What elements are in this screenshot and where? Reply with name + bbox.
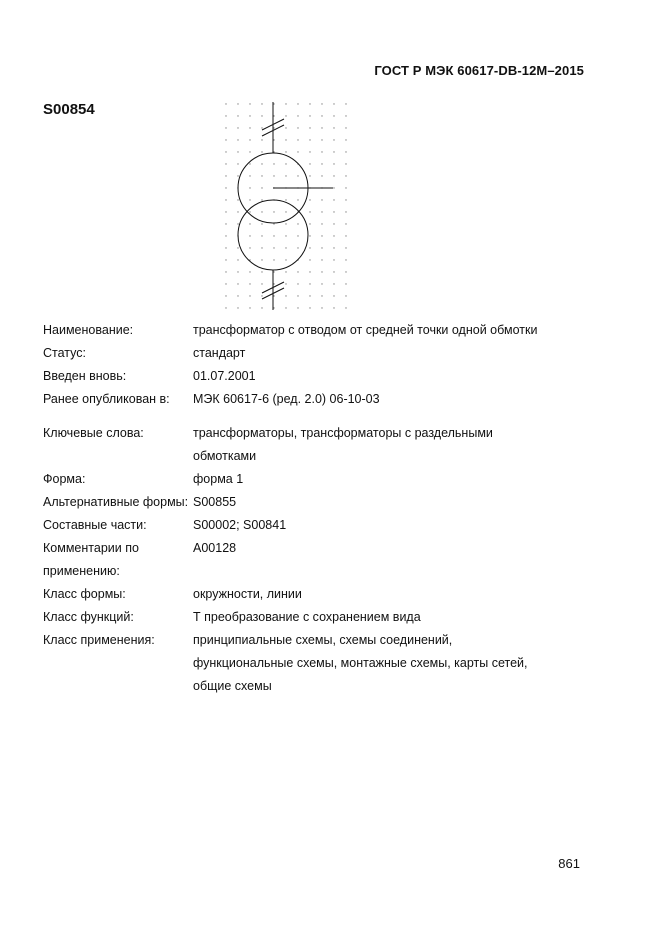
property-value: форма 1	[193, 472, 244, 486]
grid-dot	[297, 175, 298, 176]
grid-dot	[297, 151, 298, 152]
grid-dot	[249, 247, 250, 248]
grid-dot	[261, 211, 262, 212]
property-value: Т преобразование с сохранением вида	[193, 610, 421, 624]
grid-dot	[249, 175, 250, 176]
grid-dot	[345, 211, 346, 212]
grid-dot	[237, 307, 238, 308]
property-label: Класс формы:	[43, 587, 126, 601]
grid-dot	[273, 307, 274, 308]
grid-dot	[345, 139, 346, 140]
property-label: Введен вновь:	[43, 369, 127, 383]
grid-dot	[309, 103, 310, 104]
grid-dot	[249, 295, 250, 296]
grid-dot	[261, 271, 262, 272]
property-label: Составные части:	[43, 518, 147, 532]
grid-dot	[249, 139, 250, 140]
grid-dot	[237, 127, 238, 128]
grid-dot	[273, 259, 274, 260]
grid-dot	[345, 223, 346, 224]
grid-dot	[225, 139, 226, 140]
grid-dot	[297, 223, 298, 224]
grid-dot	[273, 211, 274, 212]
property-value: S00855	[193, 495, 237, 509]
property-value: 01.07.2001	[193, 369, 256, 383]
grid-dot	[345, 163, 346, 164]
grid-dot	[261, 115, 262, 116]
grid-dot	[249, 199, 250, 200]
grid-dot	[321, 115, 322, 116]
grid-dot	[321, 283, 322, 284]
grid-dot	[261, 295, 262, 296]
grid-dot	[225, 163, 226, 164]
grid-dot	[225, 223, 226, 224]
grid-dot	[273, 163, 274, 164]
grid-dot	[345, 235, 346, 236]
grid-dot	[309, 115, 310, 116]
grid-dot	[261, 151, 262, 152]
grid-dot	[273, 271, 274, 272]
grid-dot	[321, 247, 322, 248]
grid-dot	[261, 175, 262, 176]
grid-dot	[273, 151, 274, 152]
grid-dot	[261, 235, 262, 236]
grid-dot	[345, 151, 346, 152]
grid-dot	[249, 307, 250, 308]
grid-dot	[309, 235, 310, 236]
property-label: Ранее опубликован в:	[43, 392, 170, 406]
grid-dot	[261, 103, 262, 104]
properties-table	[43, 319, 543, 698]
grid-dot	[285, 271, 286, 272]
grid-dot	[297, 247, 298, 248]
grid-dot	[345, 199, 346, 200]
grid-dot	[321, 175, 322, 176]
property-label: Класс функций:	[43, 610, 134, 624]
grid-dot	[249, 283, 250, 284]
grid-dot	[297, 283, 298, 284]
grid-dot	[297, 307, 298, 308]
grid-dot	[261, 283, 262, 284]
grid-dot	[285, 127, 286, 128]
grid-dot	[273, 115, 274, 116]
property-label: Статус:	[43, 346, 86, 360]
property-row-shape-class	[43, 583, 543, 606]
grid-dot	[309, 307, 310, 308]
grid-dot	[273, 247, 274, 248]
grid-dot	[309, 283, 310, 284]
grid-dot	[237, 223, 238, 224]
grid-dot	[249, 103, 250, 104]
grid-dot	[321, 211, 322, 212]
grid-dot	[333, 211, 334, 212]
document-header: ГОСТ Р МЭК 60617-DB-12M–2015	[374, 63, 584, 78]
symbol-code: S00854	[43, 101, 95, 118]
grid-dot	[249, 235, 250, 236]
property-row-name	[43, 319, 543, 342]
grid-dot	[237, 151, 238, 152]
grid-dot	[333, 235, 334, 236]
grid-dot	[321, 223, 322, 224]
grid-dot	[285, 223, 286, 224]
grid-dot	[261, 199, 262, 200]
grid-dot	[249, 163, 250, 164]
grid-dot	[333, 223, 334, 224]
grid-dot	[297, 295, 298, 296]
grid-dot	[249, 187, 250, 188]
grid-dot	[225, 175, 226, 176]
property-value: A00128	[193, 541, 237, 555]
grid-dot	[345, 307, 346, 308]
property-row-alternative-forms	[43, 491, 543, 514]
grid-dot	[321, 127, 322, 128]
grid-dot	[309, 151, 310, 152]
grid-dot	[285, 283, 286, 284]
grid-dot	[261, 307, 262, 308]
grid-dot	[309, 247, 310, 248]
grid-dot	[345, 247, 346, 248]
property-label: Форма:	[43, 472, 86, 486]
grid-dot	[285, 307, 286, 308]
grid-dot	[273, 139, 274, 140]
grid-dot	[225, 127, 226, 128]
grid-dot	[333, 139, 334, 140]
grid-dot	[333, 163, 334, 164]
grid-dot	[297, 127, 298, 128]
grid-dot	[249, 115, 250, 116]
grid-dot	[261, 139, 262, 140]
grid-dot	[237, 271, 238, 272]
grid-dot	[285, 151, 286, 152]
grid-dot	[321, 235, 322, 236]
grid-dot	[225, 235, 226, 236]
grid-dot	[297, 271, 298, 272]
grid-dot	[345, 271, 346, 272]
grid-dot	[249, 223, 250, 224]
grid-dot	[237, 247, 238, 248]
grid-dot	[285, 247, 286, 248]
grid-dot	[273, 235, 274, 236]
property-row-status	[43, 342, 543, 365]
grid-dot	[237, 103, 238, 104]
grid-dot	[309, 127, 310, 128]
grid-dot	[261, 163, 262, 164]
lower-winding-circle	[238, 200, 308, 270]
grid-dot	[285, 103, 286, 104]
grid-dot	[309, 223, 310, 224]
grid-dot	[237, 175, 238, 176]
grid-dot	[273, 223, 274, 224]
grid-dot	[345, 127, 346, 128]
grid-dot	[261, 259, 262, 260]
grid-dot	[321, 103, 322, 104]
grid-dot	[321, 199, 322, 200]
grid-dot	[297, 115, 298, 116]
property-label: Ключевые слова:	[43, 426, 144, 440]
grid-dot	[333, 175, 334, 176]
grid-dot	[273, 127, 274, 128]
grid-dot	[249, 151, 250, 152]
grid-dot	[237, 199, 238, 200]
property-value: стандарт	[193, 346, 246, 360]
grid-dot	[273, 103, 274, 104]
grid-dot	[261, 127, 262, 128]
property-row-components	[43, 514, 543, 537]
grid-dot	[273, 295, 274, 296]
grid-dot	[321, 163, 322, 164]
grid-dot	[261, 223, 262, 224]
property-row-published	[43, 388, 543, 411]
grid-dot	[285, 139, 286, 140]
grid-dot	[249, 127, 250, 128]
grid-dot	[297, 139, 298, 140]
grid-dot	[285, 175, 286, 176]
grid-dot	[225, 247, 226, 248]
grid-dot	[333, 103, 334, 104]
grid-dot	[321, 295, 322, 296]
property-value: МЭК 60617-6 (ред. 2.0) 06-10-03	[193, 392, 380, 406]
grid-dot	[345, 283, 346, 284]
grid-dot	[237, 295, 238, 296]
grid-dot	[333, 307, 334, 308]
grid-dot	[321, 139, 322, 140]
property-value: окружности, линии	[193, 587, 302, 601]
grid-dot	[309, 295, 310, 296]
grid-dot	[249, 211, 250, 212]
grid-dot	[309, 211, 310, 212]
grid-dot	[309, 163, 310, 164]
grid-dot	[225, 151, 226, 152]
grid-dot	[225, 187, 226, 188]
grid-dot	[285, 235, 286, 236]
grid-dot	[237, 139, 238, 140]
grid-dot	[333, 199, 334, 200]
grid-dot	[225, 271, 226, 272]
grid-dot	[309, 139, 310, 140]
property-row-function-class	[43, 606, 543, 629]
grid-dot	[285, 199, 286, 200]
property-value: S00002; S00841	[193, 518, 287, 532]
grid-dot	[237, 115, 238, 116]
grid-dot	[333, 271, 334, 272]
grid-dot	[333, 295, 334, 296]
grid-dot	[345, 187, 346, 188]
grid-dot	[237, 259, 238, 260]
grid-dot	[345, 103, 346, 104]
grid-dot	[309, 175, 310, 176]
grid-dot	[333, 187, 334, 188]
grid-dot	[297, 199, 298, 200]
grid-dot	[225, 307, 226, 308]
property-value: трансформаторы, трансформаторы с раздельными обмотками	[193, 426, 493, 463]
grid-dot	[237, 163, 238, 164]
grid-dot	[345, 295, 346, 296]
grid-dot	[297, 235, 298, 236]
property-row-keywords	[43, 422, 543, 468]
property-value: принципиальные схемы, схемы соединений, функциональные схемы, монтажные схемы, карты сетей, общие схемы	[193, 633, 528, 693]
grid-dot	[345, 259, 346, 260]
property-label: Наименование:	[43, 323, 134, 337]
property-row-form	[43, 468, 543, 491]
grid-dot	[321, 151, 322, 152]
property-label: Альтернативные формы:	[43, 495, 189, 509]
grid-dot	[225, 115, 226, 116]
property-label: Класс применения:	[43, 633, 155, 647]
property-label: Комментарии по применению:	[43, 541, 139, 578]
grid-dot	[249, 271, 250, 272]
grid-dot	[237, 211, 238, 212]
grid-dot	[333, 151, 334, 152]
grid-dot	[225, 103, 226, 104]
grid-dot	[321, 259, 322, 260]
grid-dot	[333, 115, 334, 116]
grid-dot	[297, 103, 298, 104]
grid-dot	[285, 163, 286, 164]
grid-dot	[273, 175, 274, 176]
grid-dot	[345, 175, 346, 176]
grid-dot	[225, 283, 226, 284]
property-value: трансформатор с отводом от средней точки одной обмотки	[193, 323, 538, 337]
grid-dot	[261, 187, 262, 188]
transformer-symbol-diagram	[218, 96, 358, 316]
grid-dot	[225, 259, 226, 260]
property-row-application-notes	[43, 537, 543, 583]
grid-dot	[309, 259, 310, 260]
page-number: 861	[558, 856, 580, 871]
property-row-introduced	[43, 365, 543, 388]
grid-dot	[285, 115, 286, 116]
grid-dot	[333, 247, 334, 248]
grid-dot	[333, 127, 334, 128]
grid-dot	[345, 115, 346, 116]
grid-dot	[321, 271, 322, 272]
grid-dot	[237, 283, 238, 284]
grid-dot	[225, 199, 226, 200]
grid-dot	[285, 211, 286, 212]
grid-dot	[309, 199, 310, 200]
grid-dot	[225, 211, 226, 212]
grid-dot	[285, 259, 286, 260]
grid-dot	[273, 283, 274, 284]
grid-dot	[309, 271, 310, 272]
grid-dot	[261, 247, 262, 248]
grid-dot	[321, 307, 322, 308]
grid-dot	[285, 295, 286, 296]
grid-dot	[333, 259, 334, 260]
property-row-application-class	[43, 629, 543, 698]
grid-dot	[333, 283, 334, 284]
grid-dot	[225, 295, 226, 296]
